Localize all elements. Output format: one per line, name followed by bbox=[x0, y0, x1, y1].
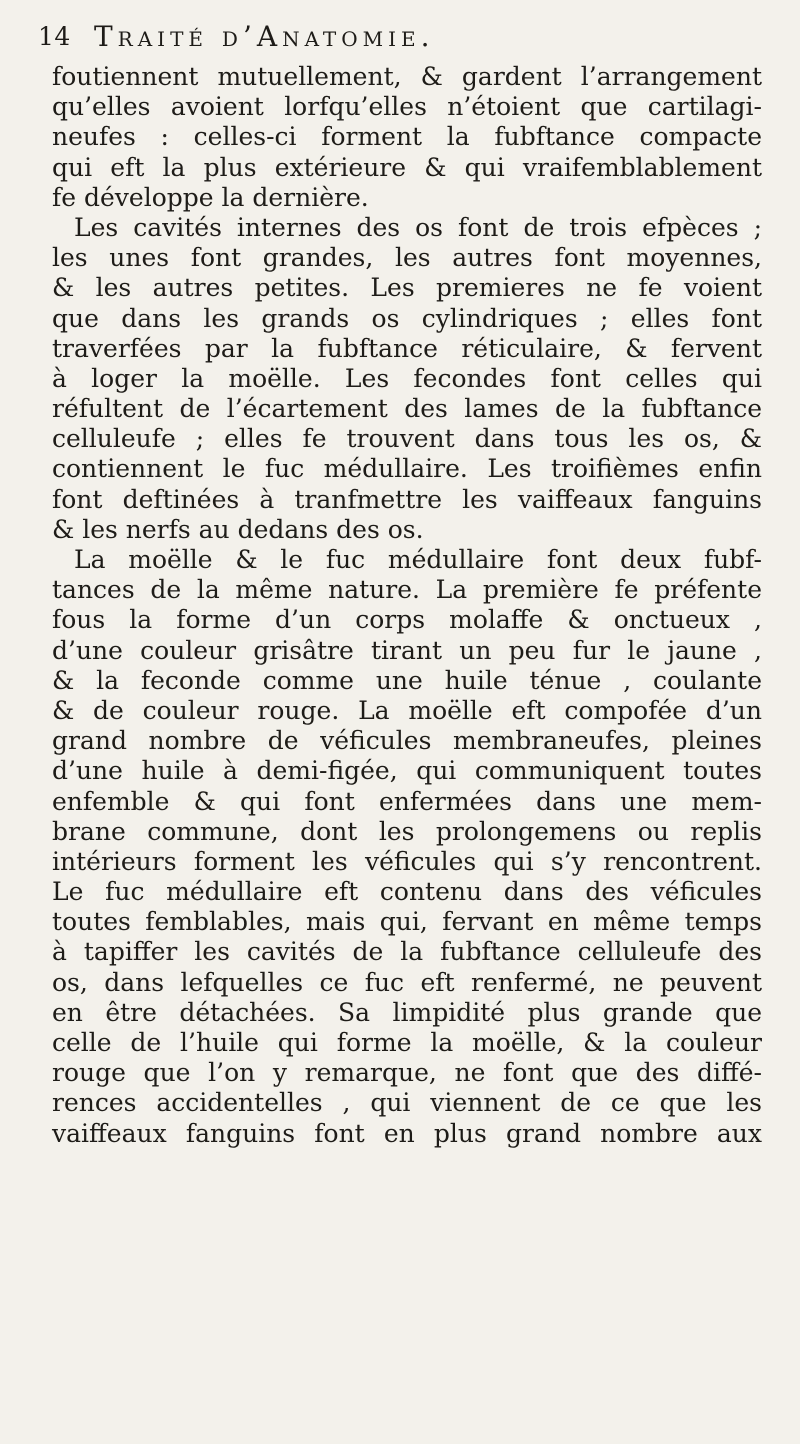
text-line: traverfées par la fubftance réticulaire, & fervent bbox=[52, 333, 762, 363]
text-line: d’une couleur grisâtre tirant un peu fur le jaune , bbox=[52, 635, 762, 665]
running-head bbox=[38, 20, 758, 54]
text-line: toutes femblables, mais qui, fervant en même temps bbox=[52, 907, 762, 937]
text-line: en être détachées. Sa limpidité plus grande que bbox=[52, 997, 762, 1027]
text-line: & la feconde comme une huile ténue , coulante bbox=[52, 665, 762, 695]
text-line: réfultent de l’écartement des lames de la fubftance bbox=[52, 394, 762, 424]
text-line: & de couleur rouge. La moëlle eft compofée d’un bbox=[52, 695, 762, 725]
text-line: qu’elles avoient lorfqu’elles n’étoient que cartilagi- bbox=[52, 92, 762, 122]
text-line: les unes font grandes, les autres font moyennes, bbox=[52, 243, 762, 273]
text-line: La moëlle & le fuc médullaire font deux fubf- bbox=[74, 545, 762, 574]
text-line: vaiffeaux fanguins font en plus grand nombre aux bbox=[52, 1118, 762, 1148]
text-line: font deftinées à tranfmettre les vaiffeaux fanguins bbox=[52, 484, 762, 514]
page-number: 14 bbox=[38, 22, 71, 51]
text-line: contiennent le fuc médullaire. Les troifièmes enfin bbox=[52, 454, 762, 484]
text-line: Le fuc médullaire eft contenu dans des véficules bbox=[52, 877, 762, 907]
text-line: & les autres petites. Les premieres ne fe voient bbox=[52, 273, 762, 303]
text-line: tances de la même nature. La première fe préfente bbox=[52, 575, 762, 605]
text-line: foutiennent mutuellement, & gardent l’arrangement bbox=[52, 62, 762, 91]
text-line: celle de l’huile qui forme la moëlle, & la couleur bbox=[52, 1028, 762, 1057]
text-line: d’une huile à demi-figée, qui communiquent toutes bbox=[52, 756, 762, 786]
text-line: à loger la moëlle. Les fecondes font celles qui bbox=[52, 363, 762, 393]
text-line: & les nerfs au dedans des os. bbox=[52, 514, 424, 544]
text-line: enfemble & qui font enfermées dans une mem- bbox=[52, 786, 762, 816]
text-line: que dans les grands os cylindriques ; elles font bbox=[52, 303, 762, 333]
text-line: brane commune, dont les prolongemens ou replis bbox=[52, 816, 762, 846]
text-line: os, dans lefquelles ce fuc eft renfermé, ne peuvent bbox=[52, 967, 762, 997]
text-line: rouge que l’on y remarque, ne font que des diffé- bbox=[52, 1058, 762, 1088]
text-line: rences accidentelles , qui viennent de ce que les bbox=[52, 1088, 762, 1118]
text-line: celluleufe ; elles fe trouvent dans tous les os, & bbox=[52, 424, 762, 454]
text-line: grand nombre de véficules membraneufes, pleines bbox=[52, 726, 762, 756]
text-line: intérieurs forment les véficules qui s’y rencontrent. bbox=[52, 846, 762, 876]
text-line: qui eft la plus extérieure & qui vraifemblablement bbox=[52, 152, 762, 182]
running-title: Traité d’Anatomie. bbox=[94, 20, 435, 53]
text-line: Les cavités internes des os font de trois efpèces ; bbox=[74, 212, 762, 242]
text-line: fe développe la dernière. bbox=[52, 182, 369, 212]
text-line: neufes : celles-ci forment la fubftance compacte bbox=[52, 122, 762, 152]
body-text bbox=[52, 62, 762, 1149]
text-line: fous la forme d’un corps molaffe & onctueux , bbox=[52, 605, 762, 635]
text-line: à tapiffer les cavités de la fubftance celluleufe des bbox=[52, 937, 762, 967]
